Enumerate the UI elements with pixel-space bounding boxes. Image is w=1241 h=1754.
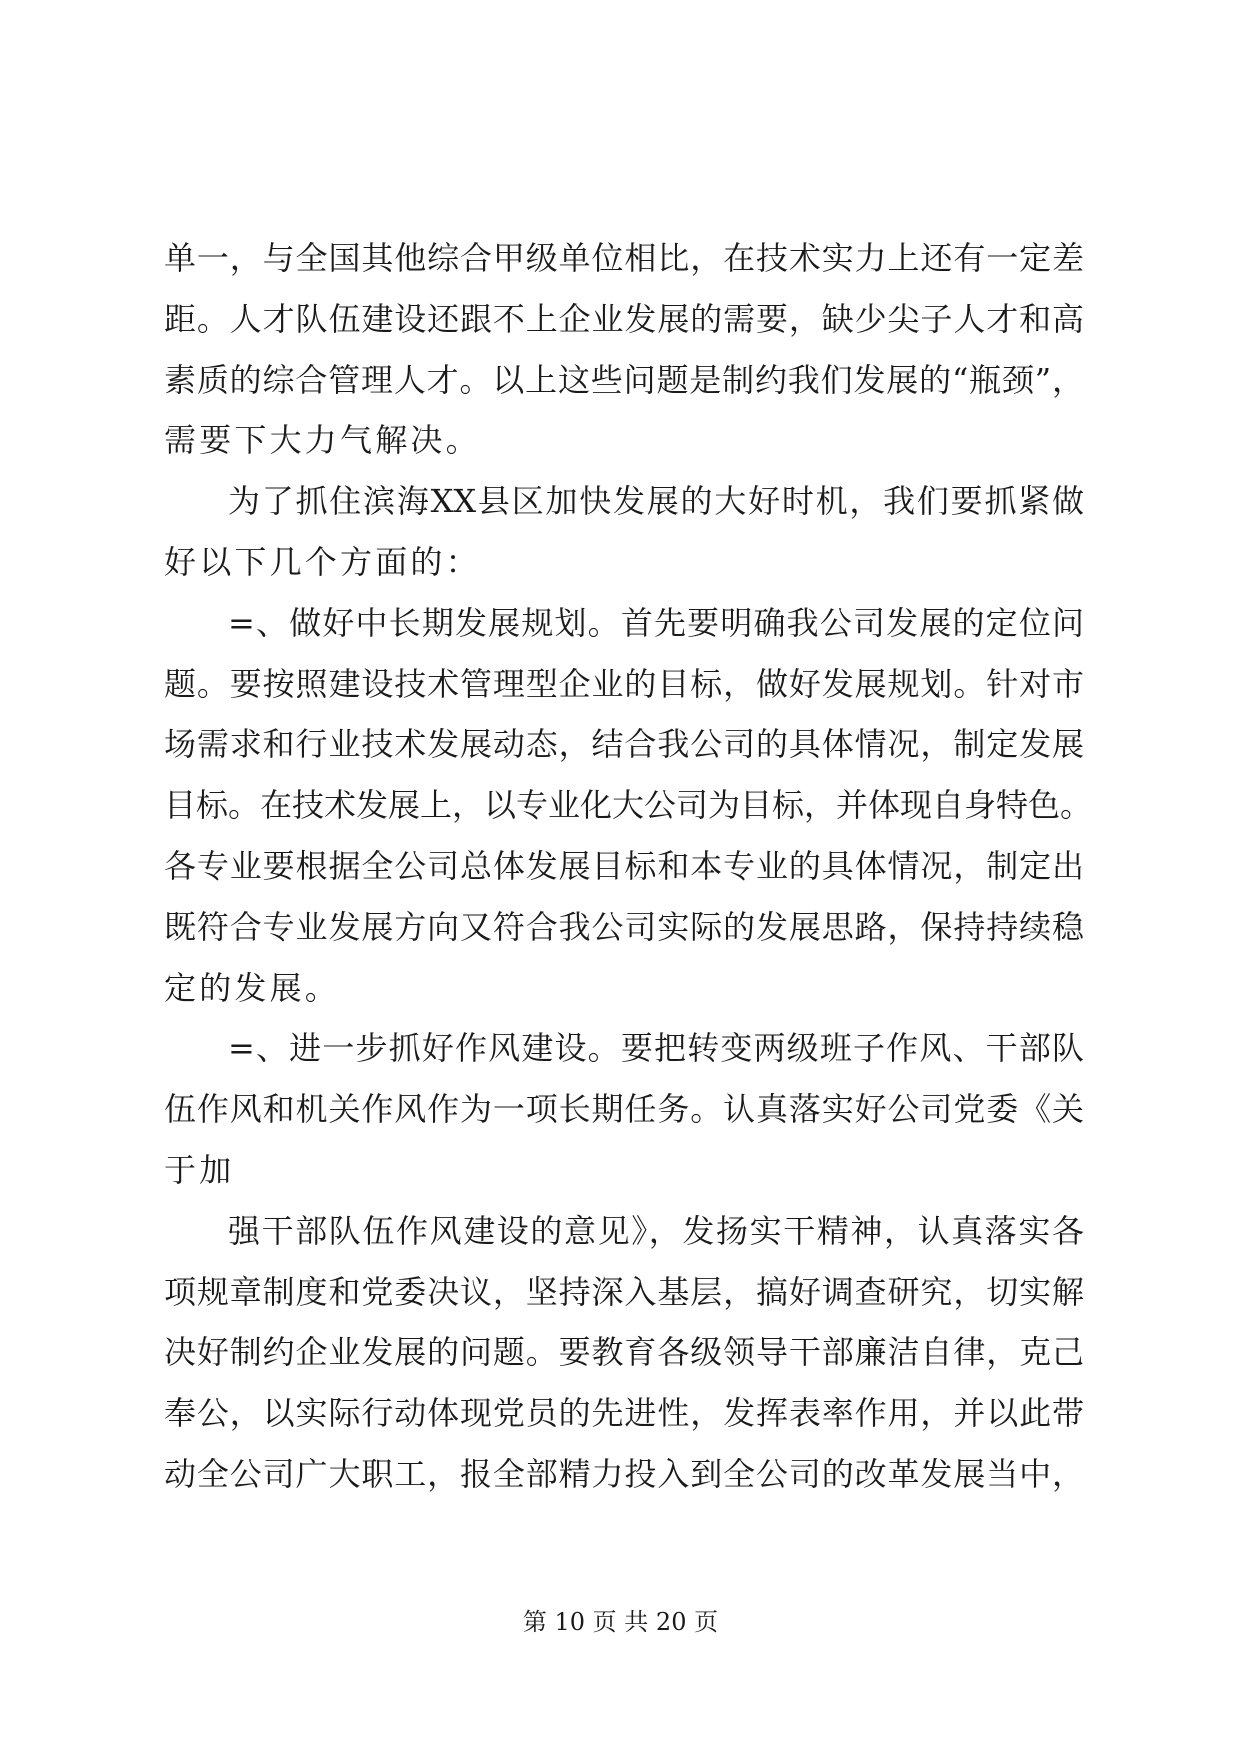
text-line: 好以下几个方面的： (164, 542, 481, 581)
text-line: 奉公，以实际行动体现党员的先进性，发挥表率作用，并以此带 (164, 1394, 1084, 1433)
text-line: 需要下大力气解决。 (164, 421, 481, 460)
text-line: 于加 (164, 1150, 235, 1189)
text-line: 各专业要根据全公司总体发展目标和本专业的具体情况，制定出 (164, 846, 1084, 885)
text-line: 距。人才队伍建设还跟不上企业发展的需要，缺少尖子人才和高 (164, 299, 1084, 338)
text-line: 决好制约企业发展的问题。要教育各级领导干部廉洁自律，克己 (164, 1333, 1084, 1372)
text-line: 为了抓住滨海XX县区加快发展的大好时机，我们要抓紧做 (228, 482, 1084, 521)
text-line: =、进一步抓好作风建设。要把转变两级班子作风、干部队 (228, 1029, 1084, 1068)
text-line: 单一，与全国其他综合甲级单位相比，在技术实力上还有一定差 (164, 239, 1084, 277)
text-line: 既符合专业发展方向又符合我公司实际的发展思路，保持持续稳 (164, 907, 1084, 946)
page-footer: 第 10 页 共 20 页 (522, 1608, 719, 1636)
text-line: 场需求和行业技术发展动态，结合我公司的具体情况，制定发展 (164, 725, 1084, 764)
text-line: 项规章制度和党委决议，坚持深入基层，搞好调查研究，切实解 (164, 1272, 1084, 1311)
text-line: 动全公司广大职工，报全部精力投入到全公司的改革发展当中， (164, 1454, 1084, 1493)
text-line: 目标。在技术发展上，以专业化大公司为目标，并体现自身特色。 (164, 786, 1093, 825)
text-line: =、做好中长期发展规划。首先要明确我公司发展的定位问 (228, 603, 1084, 642)
text-line: 素质的综合管理人才。以上这些问题是制约我们发展的“瓶颈”， (164, 360, 1084, 399)
body-text (164, 228, 1093, 1505)
text-line: 强干部队伍作风建设的意见》，发扬实干精神，认真落实各 (228, 1211, 1084, 1250)
text-line: 伍作风和机关作风作为一项长期任务。认真落实好公司党委《关 (164, 1090, 1084, 1129)
text-line: 定的发展。 (164, 968, 341, 1007)
text-line: 题。要按照建设技术管理型企业的目标，做好发展规划。针对市 (164, 664, 1084, 703)
